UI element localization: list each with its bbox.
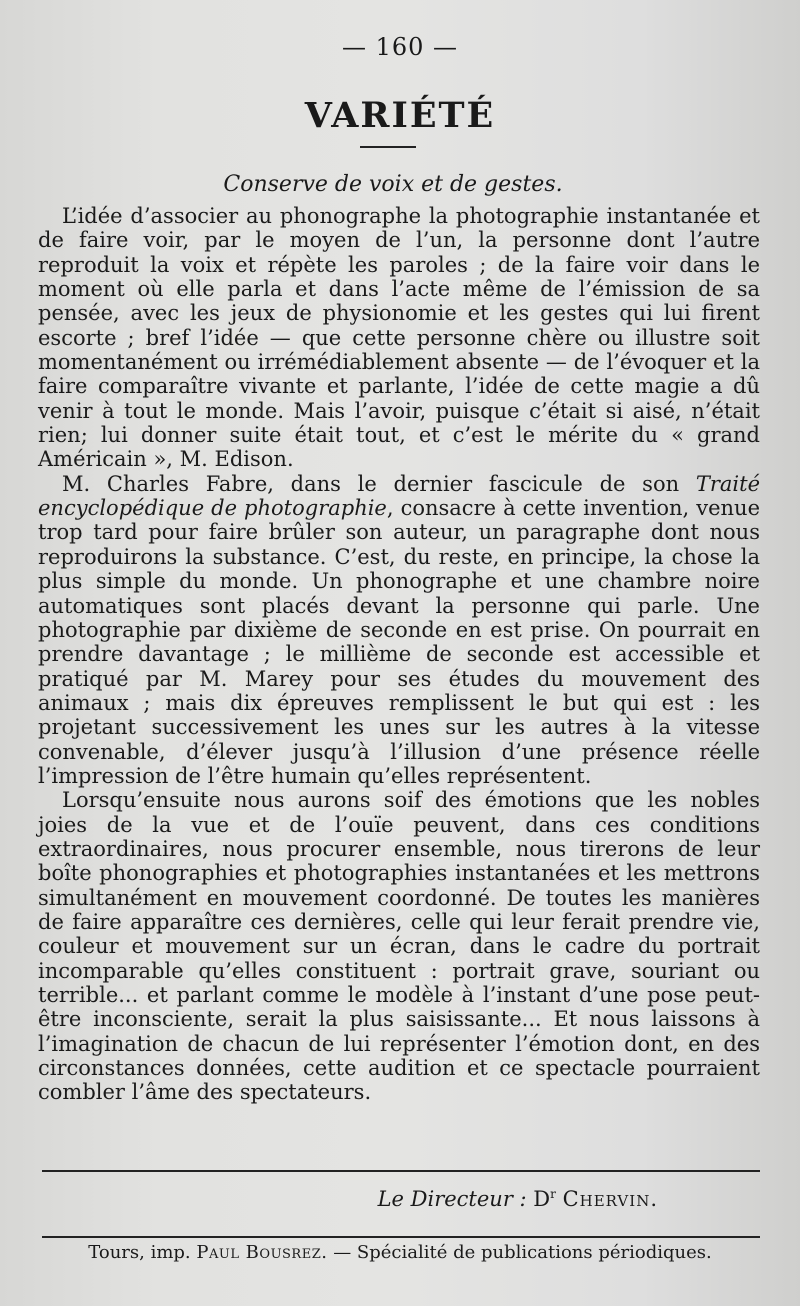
paragraph-2-start: M. Charles Fabre, dans le dernier fascicule de son: [62, 471, 696, 496]
book-title: Traité encyclopédique de photographie: [38, 471, 760, 521]
imprint-rest: — Spécialité de publications périodiques.: [327, 1242, 712, 1263]
paragraph-2: [38, 472, 760, 788]
signature-role: Le Directeur :: [377, 1187, 527, 1211]
footer-rule-bottom: [42, 1236, 760, 1238]
imprint: [0, 1242, 800, 1263]
footer-rule-top: [42, 1170, 760, 1172]
article-subtitle: Conserve de voix et de gestes.: [223, 172, 563, 197]
signature: [0, 1187, 658, 1211]
article-body: [38, 204, 760, 1105]
paragraph-3: Lorsqu’ensuite nous aurons soif des émotions que les nobles joies de la vue et de l’ouïe peuvent, dans ces conditions extraordinaires, nous procurer ensemble, nous tirerons de leur boîte phonographies et photographies instantanées et les mettrons simultanément en mouvement coordonné. De toutes les manières de faire apparaître ces dernières, celle qui leur ferait prendre vie, couleur et mouvement sur un écran, dans le cadre du portrait incomparable qu’elles constituent : portrait grave, souriant ou terrible... et parlant comme le modèle à l’instant d’une pose peut-être inconsciente, serait la plus saisissante... Et nous laissons à l’imagination de chacun de lui représenter l’émotion dont, en des circonstances données, cette audition et ce spectacle pourraient combler l’âme des spectateurs.: [38, 788, 760, 1105]
imprint-start: Tours, imp.: [88, 1242, 197, 1263]
signature-name: Chervin.: [562, 1187, 658, 1211]
page-number: — 160 —: [341, 33, 459, 61]
title-divider: [360, 146, 416, 148]
article-title: VARIÉTÉ: [304, 95, 496, 136]
paragraph-1: L’idée d’associer au phonographe la photographie instantanée et de faire voir, par le moyen de l’un, la personne dont l’autre reproduit la voix et répète les paroles ; de la faire voir dans le moment où elle parla et dans l’acte même de l’émission de sa pensée, avec les jeux de physionomie et les gestes qui lui firent escorte ; bref l’idée — que cette personne chère ou illustre soit momentanément ou irrémédiablement absente — de l’évoquer et la faire comparaître vivante et parlante, l’idée de cette magie a dû venir à tout le monde. Mais l’avoir, puisque c’était si aisé, n’était rien; lui donner suite était tout, et c’est le mérite du « grand Américain », M. Edison.: [38, 204, 760, 472]
imprint-printer: Paul Bousrez.: [196, 1242, 328, 1263]
paragraph-2-rest: , consacre à cette invention, venue trop tard pour faire brûler son auteur, un paragraphe dont nous reproduirons la substance. C’est, du reste, en principe, la chose la plus simple du monde. Un phonographe et une chambre noire automatiques sont placés devant la personne qui parle. Une photographie par dixième de seconde en est prise. On pourrait en prendre davantage ; le millième de seconde est accessible et pratiqué par M. Marey pour ses études du mouvement des animaux ; mais dix épreuves remplissent le but qui est : les projetant successivement les unes sur les autres à la vitesse convenable, d’élever jusqu’à l’illusion d’une présence réelle l’impression de l’être humain qu’elles représentent.: [38, 496, 760, 788]
signature-sup: r: [550, 1187, 556, 1201]
signature-prefix: D: [533, 1187, 551, 1211]
